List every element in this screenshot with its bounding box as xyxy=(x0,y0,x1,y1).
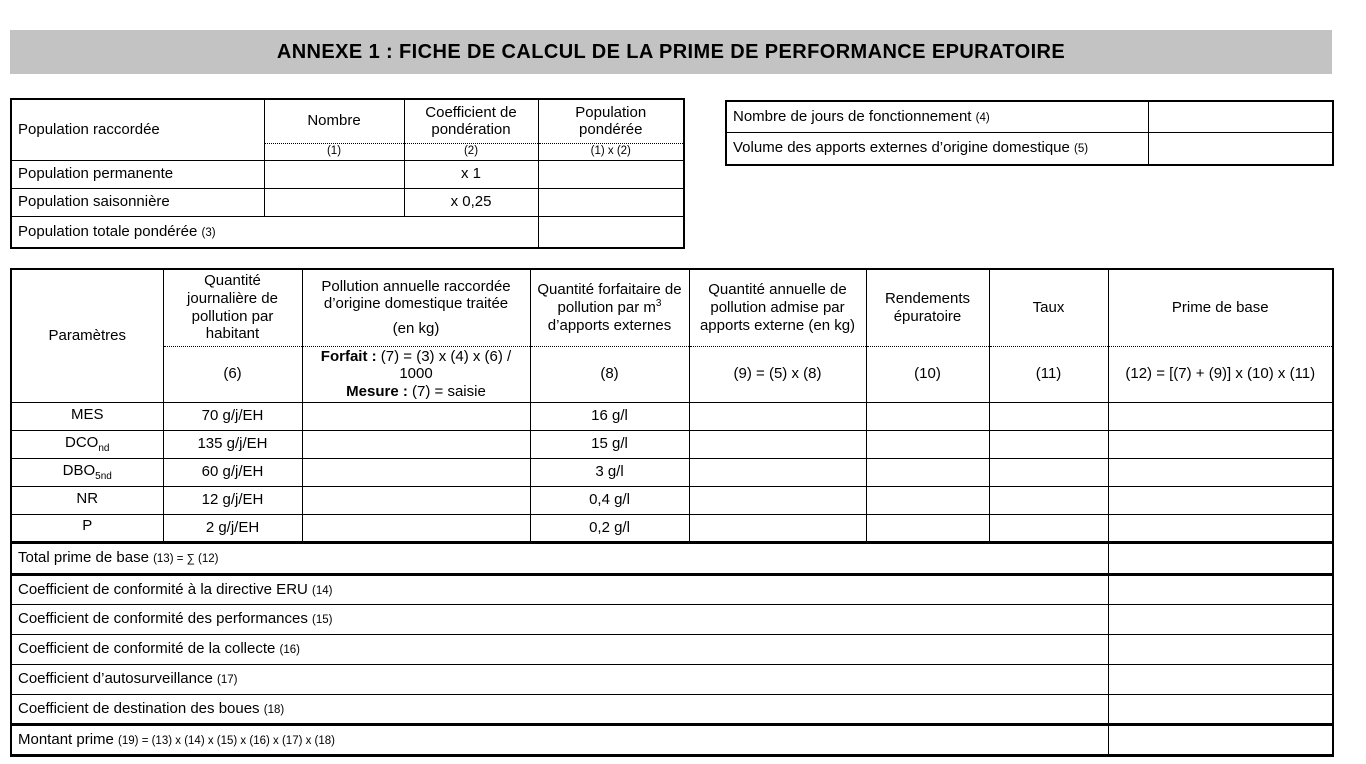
label-coefficient-boues xyxy=(11,694,1108,724)
header-quantite-annuelle-admise: Quantité annuelle de pollution admise par apports externe (en kg) xyxy=(689,269,866,346)
pollution-cell xyxy=(302,402,530,430)
forfait-qty-cell: 3 g/l xyxy=(530,458,689,486)
daily-qty-cell: 2 g/j/EH xyxy=(163,514,302,542)
header-taux: Taux xyxy=(989,269,1108,346)
montant-formula: (19) = (13) x (14) x (15) x (16) x (17) x (18) xyxy=(118,734,336,747)
header-text: d’apports externes xyxy=(547,317,672,335)
label-text: Nombre de jours de fonctionnement xyxy=(733,107,972,125)
footnote-ref-17: (17) xyxy=(217,674,238,687)
forfait-formula: (7) = (3) x (4) x (6) / 1000 xyxy=(380,347,512,383)
taux-cell xyxy=(989,514,1108,542)
main-subheader-row xyxy=(11,346,1333,402)
label-population-totale xyxy=(11,216,538,248)
coefficient-row-collecte xyxy=(11,634,1333,664)
daily-qty-cell: 60 g/j/EH xyxy=(163,458,302,486)
label-total-prime-de-base xyxy=(11,542,1108,574)
footnote-ref-4: (4) xyxy=(975,111,990,124)
subheader-ref-8: (8) xyxy=(530,346,689,402)
value-cell-ponderee-permanente xyxy=(538,160,684,188)
info-table xyxy=(725,100,1334,166)
label-text: Coefficient de conformité à la directive ERU xyxy=(18,580,308,598)
header-coefficient-ponderation: Coefficient de pondération xyxy=(404,99,538,143)
mesure-label: Mesure : xyxy=(346,382,408,400)
coefficient-saisonniere: x 0,25 xyxy=(404,188,538,216)
label-text: Volume des apports externes d’origine domestique xyxy=(733,139,1070,157)
label-coefficient-collecte xyxy=(11,634,1108,664)
title-banner xyxy=(10,30,1332,74)
total-formula: (13) = ∑ (12) xyxy=(153,553,219,566)
label-population-saisonniere: Population saisonnière xyxy=(11,188,264,216)
taux-cell xyxy=(989,486,1108,514)
header-rendements-epuratoire: Rendements épuratoire xyxy=(866,269,989,346)
forfait-qty-cell: 0,2 g/l xyxy=(530,514,689,542)
param-name: NR xyxy=(76,489,99,507)
footnote-ref-14: (14) xyxy=(312,584,333,597)
param-row-dbo xyxy=(11,458,1333,486)
label-montant-prime xyxy=(11,724,1108,755)
table-row xyxy=(726,101,1333,132)
value-cell-coefficient-autosurveillance xyxy=(1108,664,1333,694)
subheader-formula-9: (9) = (5) x (8) xyxy=(689,346,866,402)
coefficient-row-autosurveillance xyxy=(11,664,1333,694)
population-header-row xyxy=(11,99,684,143)
forfait-qty-cell: 0,4 g/l xyxy=(530,486,689,514)
mesure-formula: (7) = saisie xyxy=(412,382,486,400)
label-text: Montant prime xyxy=(18,730,114,748)
rendement-cell xyxy=(866,486,989,514)
param-row-mes xyxy=(11,402,1333,430)
footnote-ref-5: (5) xyxy=(1074,143,1089,156)
population-table xyxy=(10,98,685,249)
label-text: Coefficient de conformité des performances xyxy=(18,610,308,628)
param-row-nr xyxy=(11,486,1333,514)
header-unit: (en kg) xyxy=(392,320,440,338)
pollution-cell xyxy=(302,430,530,458)
coefficient-row-eru xyxy=(11,574,1333,604)
value-cell-population-totale xyxy=(538,216,684,248)
header-quantite-journaliere: Quantité journalière de pollution par habitant xyxy=(163,269,302,346)
value-cell-ponderee-saisonniere xyxy=(538,188,684,216)
mesure-line xyxy=(309,383,524,401)
population-total-row xyxy=(11,216,684,248)
label-text: Coefficient de conformité de la collecte xyxy=(18,640,276,658)
taux-cell xyxy=(989,458,1108,486)
header-population-ponderee: Population pondérée xyxy=(538,99,684,143)
admise-cell xyxy=(689,458,866,486)
label-coefficient-eru xyxy=(11,574,1108,604)
value-cell-coefficient-boues xyxy=(1108,694,1333,724)
prime-cell xyxy=(1108,402,1333,430)
footnote-ref-15: (15) xyxy=(312,614,333,627)
param-row-p xyxy=(11,514,1333,542)
label-text: Population totale pondérée xyxy=(18,222,198,240)
header-population-raccordee: Population raccordée xyxy=(11,99,264,160)
value-cell-jours-fonctionnement xyxy=(1148,101,1333,132)
subheader-ref-6: (6) xyxy=(163,346,302,402)
param-name: DBO xyxy=(62,461,96,479)
admise-cell xyxy=(689,486,866,514)
label-jours-fonctionnement xyxy=(726,101,1148,132)
prime-cell xyxy=(1108,514,1333,542)
subheader-ref-2: (2) xyxy=(404,143,538,160)
superscript-3: 3 xyxy=(655,298,662,310)
header-quantite-forfaitaire xyxy=(530,269,689,346)
param-row-dco xyxy=(11,430,1333,458)
param-cell xyxy=(11,458,163,486)
subheader-ref-11: (11) xyxy=(989,346,1108,402)
param-cell xyxy=(11,430,163,458)
value-cell-volume-apports-externes xyxy=(1148,132,1333,165)
value-cell-montant-prime xyxy=(1108,724,1333,755)
pollution-cell xyxy=(302,514,530,542)
coefficient-row-performances xyxy=(11,604,1333,634)
daily-qty-cell: 70 g/j/EH xyxy=(163,402,302,430)
rendement-cell xyxy=(866,514,989,542)
subheader-ref-1: (1) xyxy=(264,143,404,160)
label-text: Coefficient de destination des boues xyxy=(18,699,260,717)
rendement-cell xyxy=(866,430,989,458)
subheader-formula-7 xyxy=(302,346,530,402)
header-prime-de-base: Prime de base xyxy=(1108,269,1333,346)
label-coefficient-autosurveillance xyxy=(11,664,1108,694)
param-name: P xyxy=(82,517,93,535)
rendement-cell xyxy=(866,402,989,430)
forfait-label: Forfait : xyxy=(320,347,377,365)
daily-qty-cell: 12 g/j/EH xyxy=(163,486,302,514)
value-cell-coefficient-performances xyxy=(1108,604,1333,634)
value-cell-nombre-saisonniere xyxy=(264,188,404,216)
main-header-row xyxy=(11,269,1333,346)
subheader-ref-10: (10) xyxy=(866,346,989,402)
taux-cell xyxy=(989,430,1108,458)
subheader-formula-12: (12) = [(7) + (9)] x (10) x (11) xyxy=(1108,346,1333,402)
header-text: Pollution annuelle raccordée d’origine domestique traitée xyxy=(321,277,511,313)
header-pollution-annuelle xyxy=(302,269,530,346)
table-row xyxy=(11,188,684,216)
total-prime-row xyxy=(11,542,1333,574)
footnote-ref-16: (16) xyxy=(279,644,300,657)
forfait-line xyxy=(309,348,524,383)
pollution-cell xyxy=(302,486,530,514)
prime-cell xyxy=(1108,458,1333,486)
table-row xyxy=(11,160,684,188)
forfait-qty-cell: 16 g/l xyxy=(530,402,689,430)
footnote-ref-3: (3) xyxy=(201,226,216,239)
admise-cell xyxy=(689,402,866,430)
pollution-cell xyxy=(302,458,530,486)
coefficient-row-boues xyxy=(11,694,1333,724)
param-subscript: 5nd xyxy=(95,470,112,482)
header-nombre: Nombre xyxy=(264,99,404,143)
value-cell-coefficient-collecte xyxy=(1108,634,1333,664)
label-text: Total prime de base xyxy=(18,549,149,567)
label-coefficient-performances xyxy=(11,604,1108,634)
header-text: Quantité forfaitaire de pollution par m xyxy=(537,280,682,317)
label-text: Coefficient d’autosurveillance xyxy=(18,670,213,688)
param-name: MES xyxy=(70,405,104,423)
footnote-ref-18: (18) xyxy=(263,703,285,716)
montant-prime-row xyxy=(11,724,1333,755)
param-name: DCO xyxy=(65,433,99,451)
value-cell-nombre-permanente xyxy=(264,160,404,188)
page-title: ANNEXE 1 : FICHE DE CALCUL DE LA PRIME DE PERFORMANCE EPURATOIRE xyxy=(276,40,1066,63)
param-cell xyxy=(11,486,163,514)
subheader-ref-1x2: (1) x (2) xyxy=(538,143,684,160)
admise-cell xyxy=(689,514,866,542)
param-subscript: nd xyxy=(98,442,110,454)
param-cell xyxy=(11,402,163,430)
value-cell-total-prime xyxy=(1108,542,1333,574)
label-population-permanente: Population permanente xyxy=(11,160,264,188)
rendement-cell xyxy=(866,458,989,486)
label-volume-apports-externes xyxy=(726,132,1148,165)
value-cell-coefficient-eru xyxy=(1108,574,1333,604)
header-parametres: Paramètres xyxy=(11,269,163,402)
daily-qty-cell: 135 g/j/EH xyxy=(163,430,302,458)
coefficient-permanente: x 1 xyxy=(404,160,538,188)
prime-cell xyxy=(1108,486,1333,514)
admise-cell xyxy=(689,430,866,458)
prime-cell xyxy=(1108,430,1333,458)
taux-cell xyxy=(989,402,1108,430)
table-row xyxy=(726,132,1333,165)
prime-calculation-table xyxy=(10,268,1334,757)
forfait-qty-cell: 15 g/l xyxy=(530,430,689,458)
param-cell xyxy=(11,514,163,542)
